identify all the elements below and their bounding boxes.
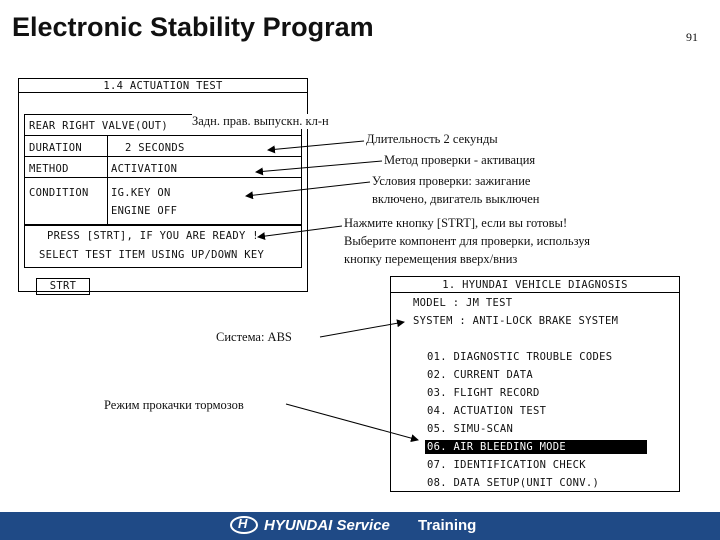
note-press-1: Нажмите кнопку [STRT], если вы готовы! (344, 216, 568, 230)
note-bleeding: Режим прокачки тормозов (104, 398, 244, 412)
menu-item-actuation-test[interactable]: 04. ACTUATION TEST (427, 405, 547, 417)
menu-item-identification-check[interactable]: 07. IDENTIFICATION CHECK (427, 459, 586, 471)
menu-item-simu-scan[interactable]: 05. SIMU-SCAN (427, 423, 514, 435)
table-row (25, 178, 301, 224)
menu-item-air-bleeding-selected[interactable]: 06. AIR BLEEDING MODE (425, 440, 647, 454)
vehicle-diagnosis-screen (390, 276, 680, 492)
footer-training: Training (418, 517, 477, 534)
footer-bar (0, 512, 720, 540)
system-line: SYSTEM : ANTI-LOCK BRAKE SYSTEM (413, 315, 619, 327)
page-number: 91 (686, 30, 698, 44)
note-condition-2: включено, двигатель выключен (372, 192, 540, 206)
duration-value: 2 SECONDS (125, 142, 185, 154)
note-condition-1: Условия проверки: зажигание (372, 174, 531, 188)
condition-value: IG.KEY ON (111, 187, 171, 199)
slide-title: Electronic Stability Program (12, 12, 374, 42)
note-method: Метод проверки - активация (384, 153, 536, 167)
duration-label: DURATION (29, 142, 82, 154)
ready-message: PRESS [STRT], IF YOU ARE READY ! (47, 230, 259, 242)
menu-item-flight-record[interactable]: 03. FLIGHT RECORD (427, 387, 540, 399)
ready-message-box (24, 224, 302, 268)
model-line: MODEL : JM TEST (413, 297, 513, 309)
note-press-3: кнопку перемещения вверх/вниз (344, 252, 518, 266)
strt-button[interactable]: STRT (36, 278, 90, 295)
menu-item-dtc[interactable]: 01. DIAGNOSTIC TROUBLE CODES (427, 351, 613, 363)
column-divider (107, 136, 108, 224)
note-duration: Длительность 2 секунды (366, 132, 498, 146)
screen-header: 1. HYUNDAI VEHICLE DIAGNOSIS (391, 277, 679, 293)
note-valve: Задн. прав. выпускн. кл-н (192, 114, 329, 128)
condition-value-2: ENGINE OFF (111, 205, 178, 217)
table-row (25, 157, 301, 178)
valve-label: REAR RIGHT VALVE(OUT) (29, 120, 169, 132)
note-system: Система: ABS (216, 330, 292, 344)
hyundai-logo-icon (230, 516, 258, 534)
menu-item-data-setup[interactable]: 08. DATA SETUP(UNIT CONV.) (427, 477, 600, 489)
menu-item-current-data[interactable]: 02. CURRENT DATA (427, 369, 533, 381)
footer-brand: HYUNDAI Service (264, 517, 390, 534)
screen-header: 1.4 ACTUATION TEST (19, 79, 307, 93)
method-label: METHOD (29, 163, 69, 175)
actuation-table (24, 114, 302, 226)
select-message: SELECT TEST ITEM USING UP/DOWN KEY (39, 249, 265, 261)
condition-label: CONDITION (29, 187, 89, 199)
table-row (25, 136, 301, 157)
note-press-2: Выберите компонент для проверки, используя (344, 234, 590, 248)
method-value: ACTIVATION (111, 163, 178, 175)
